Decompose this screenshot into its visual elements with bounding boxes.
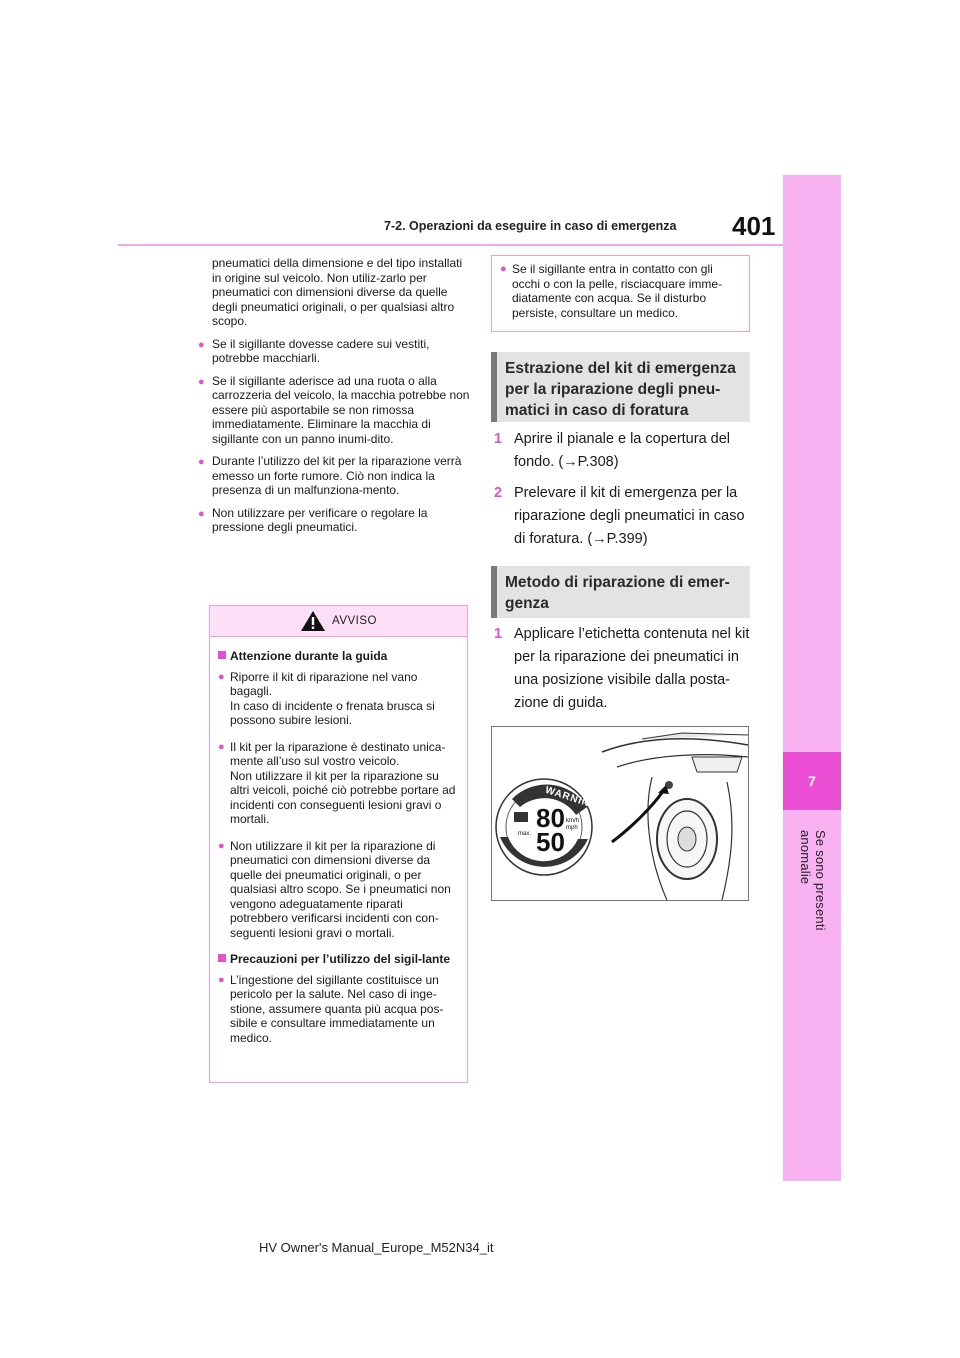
warning-box — [209, 605, 468, 1083]
note-box — [491, 255, 750, 332]
warning-item: ● Non utilizzare il kit per la riparazione di pneumatici con dimensioni diverse da quelle dei pneumatici originali, o per qualsiasi altro scopo. Se i pneumatici non vengono adeguatamente riparati potrebbero verificarsi incidenti con con-seguenti lesioni gravi o mortali. — [218, 838, 451, 940]
intro-text: pneumatici della dimensione e del tipo installati in origine sul veicolo. Non utiliz-zarlo per pneumatici con dimensioni diverse da quelle degli pneumatici originali, o per qualsiasi altro scopo. — [212, 256, 463, 328]
section-title: 7-2. Operazioni da eseguire in caso di emergenza — [384, 219, 677, 233]
bullet-icon: ● — [198, 375, 205, 388]
chapter-side-tab — [783, 175, 841, 1181]
bullet-icon: ● — [218, 973, 225, 986]
warning-item: ● Riporre il kit di riparazione nel vano bagagli. In caso di incidente o frenata brusca si possono subire lesioni. — [218, 669, 435, 727]
step-number: 1 — [494, 626, 503, 642]
step-number: 1 — [494, 431, 503, 447]
section-heading-repair-method: Metodo di riparazione di emer-genza — [491, 566, 750, 618]
warning-item: ● L’ingestione del sigillante costituisce un pericolo per la salute. Nel caso di inge-stione, assumere quanta più acqua pos-sibile e consultare immediatamente un medico. — [218, 972, 444, 1045]
warning-item: ● Il kit per la riparazione è destinato unica-mente all’uso sul vostro veicolo. Non utilizzare il kit per la riparazione su altri veicoli, poiché ciò potrebbe portare ad incidenti con conseguenti lesioni gravi o mortali. — [218, 739, 456, 826]
bullet-icon: ● — [198, 507, 205, 520]
warning-header — [210, 606, 467, 637]
sticker-max-label: max. — [518, 831, 532, 837]
bullet-icon: ● — [198, 456, 205, 468]
warning-section-heading: Precauzioni per l’utilizzo del sigil-lante — [218, 952, 459, 967]
footer-text: HV Owner's Manual_Europe_M52N34_it — [259, 1240, 494, 1255]
note-item: ● Se il sigillante entra in contatto con gli occhi o con la pelle, risciacquare imme-diatamente con acqua. Se il disturbo persiste, consultare un medico. — [500, 262, 723, 320]
square-bullet-icon — [218, 954, 226, 962]
list-item: ● Se il sigillante dovesse cadere sui vestiti, potrebbe macchiarli. — [198, 336, 430, 365]
sticker-speed-mph: 50 — [536, 827, 565, 857]
bullet-icon: ● — [500, 263, 507, 275]
bullet-icon: ● — [218, 670, 225, 683]
warning-title: AVVISO — [332, 615, 377, 627]
list-item: ● Non utilizzare per verificare o regolare la pressione degli pneumatici. — [198, 505, 428, 534]
step-number: 2 — [494, 485, 503, 501]
section-heading-extraction: Estrazione del kit di emergenza per la riparazione degli pneu-matici in caso di foratura — [491, 352, 750, 422]
chapter-title: Se sono presenti anomalie — [798, 830, 828, 931]
bullet-icon: ● — [218, 740, 225, 753]
square-bullet-icon — [218, 651, 226, 659]
steps-extraction — [494, 428, 750, 559]
sticker-speed-kmh: 80 — [536, 803, 565, 833]
page-number: 401 — [732, 211, 776, 241]
left-column — [198, 256, 470, 535]
bullet-icon: ● — [218, 839, 225, 852]
sticker-unit-mph: mph — [566, 825, 578, 831]
chapter-number: 7 — [783, 752, 841, 810]
step-item: 2 Prelevare il kit di emergenza per la riparazione degli pneumatici in caso di foratura. (→P.399) — [494, 482, 750, 551]
step-item: 1 Applicare l’etichetta contenuta nel kit per la riparazione dei pneumatici in una posizione visibile dalla posta-zione di guida. — [494, 623, 750, 715]
sticker-unit-kmh: km/h — [566, 818, 580, 824]
sticker-warning-text: WARNING — [543, 784, 600, 813]
dashboard-illustration — [492, 727, 748, 900]
warning-triangle-icon — [300, 610, 326, 632]
header-rule — [118, 244, 783, 246]
bullet-icon: ● — [198, 338, 205, 351]
list-item: ● Se il sigillante aderisce ad una ruota o alla carrozzeria del veicolo, la macchia potrebbe non essere più asportabile se non rimossa immediatamente. Eliminare la macchia di sigillante con un panno inumi-dito. — [198, 373, 470, 446]
label-placement-illustration — [491, 726, 749, 901]
warning-section-heading: Attenzione durante la guida — [218, 649, 459, 664]
step-item: 1 Aprire il pianale e la copertura del fondo. (→P.308) — [494, 428, 750, 474]
steps-repair — [494, 623, 750, 723]
list-item: ● Durante l’utilizzo del kit per la riparazione verrà emesso un forte rumore. Ciò non indica la presenza di un malfunziona-mento. — [198, 454, 462, 497]
